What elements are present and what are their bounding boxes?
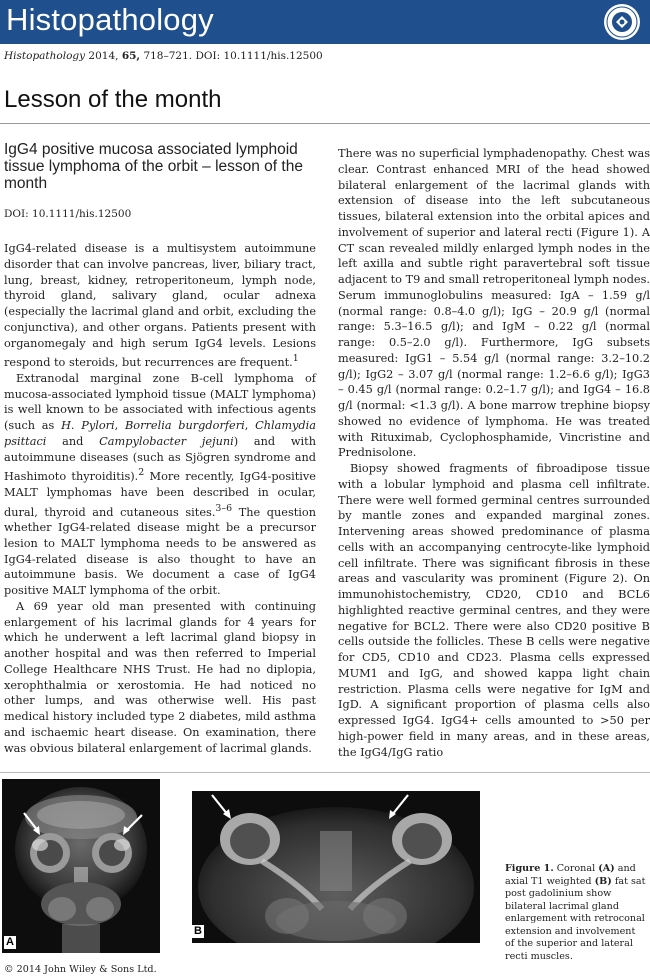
reference-marker[interactable]: 3–6 xyxy=(215,502,233,514)
copyright-footer: © 2014 John Wiley & Sons Ltd. xyxy=(4,964,157,975)
paragraph-case: A 69 year old man presented with continuing enlargement of his lacrimal glands for 4 years for which he underwent a left lacrimal gland biopsy in another hospital and was then referred to Imperial College Healthcare NHS Trust. He had no diplopia, xerophthalmia or xerostomia. He had noticed no other lumps, and was otherwise well. His past medical history included type 2 diabetes, mild asthma and ischaemic heart disease. On examination, there was obvious bilateral enlargement of lacrimal glands. xyxy=(4,599,316,755)
section-title: Lesson of the month xyxy=(4,86,222,113)
citation-journal: Histopathology xyxy=(4,50,86,62)
article-title: IgG4 positive mucosa associated lymphoid tissue lymphoma of the orbit – lesson of the month xyxy=(4,141,303,192)
panel-label-b: B xyxy=(194,925,202,937)
panel-label-a: A xyxy=(6,936,14,948)
header-divider xyxy=(0,123,650,124)
reference-marker[interactable]: 1 xyxy=(292,353,299,365)
paragraph-intro: IgG4-related disease is a multisystem autoimmune disorder that can involve pancreas, liver, biliary tract, lung, breast, kidney, retroperitoneum, lymph node, thyroid gland, salivary gland, ocular adnexa (especially the lacrimal gland and orbit, excluding the conjunctiva), and other organs. Patients present with organomegaly and high serum IgG4 levels. Lesions respond to steroids, but recurrences are frequent.$^1$ xyxy=(4,242,316,370)
axial-mri-image xyxy=(192,791,480,943)
caption-label: Figure 1. xyxy=(505,863,554,874)
paragraph-investigations: There was no superficial lymphadenopathy. Chest was clear. Contrast enhanced MRI of the head showed bilateral enlargement of the lacrimal glands with extension of disease into the left subcutaneous tissues, bilateral extension into the orbital apices and involvement of superior and lateral recti (Figure 1). A CT scan revealed mildly enlarged lymph nodes in the left axilla and subtle right paravertebral soft tissue adjacent to T9 and small retroperitoneal lymph nodes. Serum immunoglobulins measured: IgA – 1.59 g/l (normal range: 0.8–4.0 g/l); IgG – 20.9 g/l (normal range: 5.3–16.5 g/l); and IgM – 0.22 g/l (normal range: 0.5–2.0 g/l). Furthermore, IgG subsets measured: IgG1 – 5.54 g/l (normal range: 3.2–10.2 g/l); IgG2 – 3.07 g/l (normal range: 1.2–6.6 g/l); IgG3 – 0.45 g/l (normal range: 0.2–1.7 g/l); and IgG4 – 16.8 g/l (normal: <1.3 g/l). A bone marrow trephine biopsy showed no evidence of lymphoma. He was treated with Rituximab, Cyclophosphamide, Vincristine and Prednisolone. xyxy=(338,147,650,460)
citation-volume: 65, xyxy=(121,50,141,62)
coronal-mri-image xyxy=(2,779,160,953)
reference-marker[interactable]: 2 xyxy=(138,467,145,479)
article-doi: DOI: 10.1111/his.12500 xyxy=(4,208,132,220)
journal-banner xyxy=(0,0,650,44)
citation-line xyxy=(4,50,323,62)
citation-year: 2014, xyxy=(88,50,119,62)
body-column-left xyxy=(4,241,316,756)
figure-divider xyxy=(0,772,650,773)
society-seal-icon xyxy=(603,3,641,41)
paragraph-biopsy: Biopsy showed fragments of fibroadipose tissue with a lobular lymphoid and plasma cell infiltrate. There were well formed germinal centres surrounded by mantle zones and expanded marginal zones. Intervening areas showed predominance of plasma cells with an accompanying centrocyte-like lymphoid cell infiltrate. There was significant fibrosis in these areas and vascularity was prominent (Figure 2). On immunohistochemistry, CD20, CD10 and BCL6 highlighted reactive germinal centres, and they were negative for BCL2. There were also CD20 positive B cells outside the follicles. These B cells were negative for CD5, CD10 and CD23. Plasma cells expressed MUM1 and IgG, and showed kappa light chain restriction. Plasma cells were negative for IgM and IgD. A significant proportion of plasma cells also expressed IgG4. IgG4+ cells amounted to >50 per high-power field in many areas, and in these areas, the IgG4/IgG ratio xyxy=(338,462,650,759)
citation-pages-doi: 718–721. DOI: 10.1111/his.12500 xyxy=(143,50,323,62)
figure-caption: Figure 1. Coronal (A) and axial T1 weighted (B) fat sat post gadolinium show bilateral lacrimal gland enlargement with retroconal extension and involvement of the superior and lateral recti muscles. xyxy=(505,863,646,962)
journal-name: Histopathology xyxy=(6,2,214,37)
figure-panel-axial-mri xyxy=(192,791,480,943)
paragraph-malt: Extranodal marginal zone B-cell lymphoma of mucosa-associated lymphoid tissue (MALT lymphoma) is well known to be associated with infectious agents (such as H. Pylori, Borrelia burgdorferi, Chlamydia psittaci and Campylobacter jejuni) and with autoimmune diseases (such as Sjögren syndrome and Hashimoto thyroiditis).$^2$ More recently, IgG4-positive MALT lymphomas have been described in ocular, dural, thyroid and cutaneous sites.$^{3-6}$ The question whether IgG4-related disease might be a precursor lesion to MALT lymphoma needs to be answered as IgG4-related disease is also thought to have an autoimmune basis. We document a case of IgG4 positive MALT lymphoma of the orbit. xyxy=(4,371,317,598)
body-column-right xyxy=(338,146,650,760)
arrow-icon xyxy=(392,795,408,815)
figure-panel-coronal-mri xyxy=(2,779,160,953)
